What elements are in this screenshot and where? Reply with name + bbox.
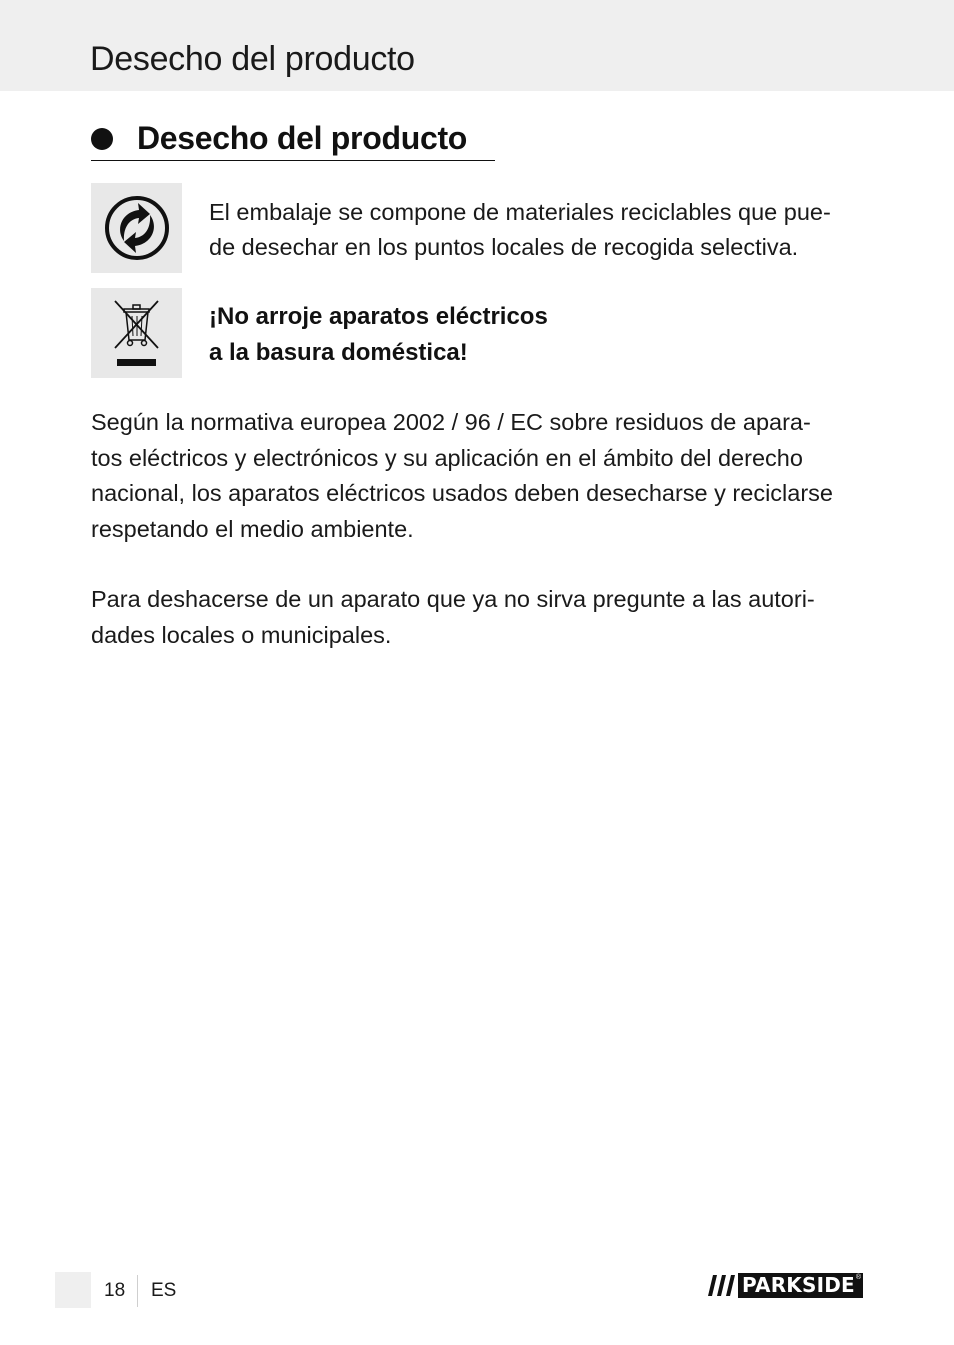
text-line: Según la normativa europea 2002 / 96 / EC sobre residuos de apara- xyxy=(91,409,811,435)
text-line: tos eléctricos y electrónicos y su aplicación en el ámbito del derecho xyxy=(91,444,803,471)
brand-plate xyxy=(738,1273,863,1298)
brand-slashes-icon xyxy=(706,1273,738,1298)
packaging-recycling-text xyxy=(209,195,869,265)
text-line: de desechar en los puntos locales de recogida selectiva. xyxy=(209,234,799,260)
text-line: a la basura doméstica! xyxy=(209,339,468,366)
section-heading-underline xyxy=(91,160,495,161)
parkside-logo xyxy=(706,1273,863,1298)
language-code: ES xyxy=(151,1280,177,1301)
text-line: nacional, los aparatos eléctricos usados deben desecharse y reciclarse xyxy=(91,480,833,506)
authorities-paragraph xyxy=(91,582,871,653)
brand-name: PARKSIDE xyxy=(742,1273,855,1297)
text-line: El embalaje se compone de materiales reciclables que pue- xyxy=(209,199,831,225)
crossed-out-bin-icon xyxy=(91,288,182,378)
registered-mark: ® xyxy=(855,1274,861,1281)
text-line: respetando el medio ambiente. xyxy=(91,515,414,542)
section-heading: Desecho del producto xyxy=(137,120,468,156)
text-line: Para deshacerse de un aparato que ya no sirva pregunte a las autori- xyxy=(91,586,815,612)
page-title: Desecho del producto xyxy=(90,40,415,78)
footer-marker xyxy=(55,1272,91,1308)
footer-divider xyxy=(137,1275,138,1307)
green-dot-recycle-icon xyxy=(91,183,182,273)
weee-warning-text xyxy=(209,299,729,371)
directive-paragraph xyxy=(91,405,871,547)
text-line: ¡No arroje aparatos eléctricos xyxy=(209,303,548,330)
text-line: dades locales o municipales. xyxy=(91,621,392,648)
page-number: 18 xyxy=(104,1280,126,1301)
section-bullet xyxy=(91,128,113,150)
